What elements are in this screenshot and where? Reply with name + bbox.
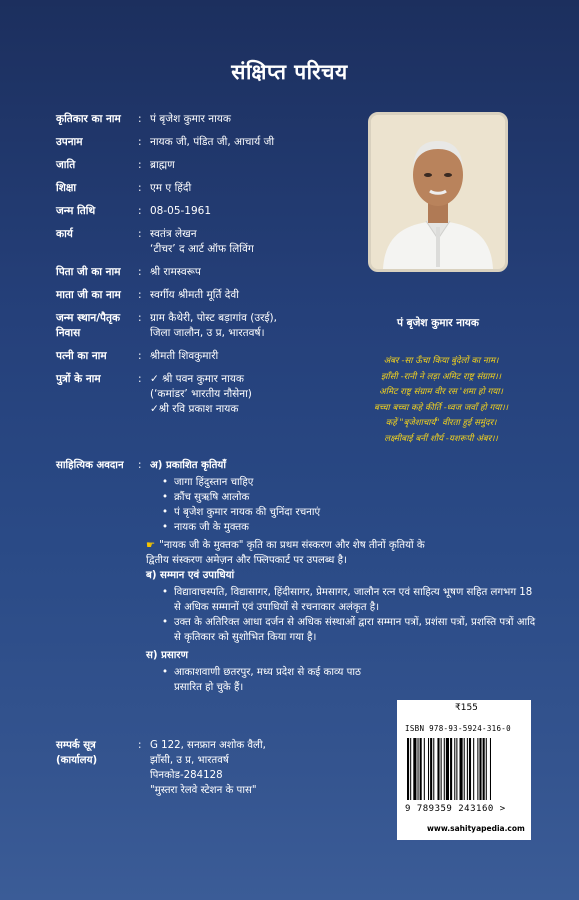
detail-value xyxy=(150,349,366,364)
website-label: www.sahityapedia.com xyxy=(427,824,525,833)
barcode-bar xyxy=(477,738,478,800)
literary-header xyxy=(56,458,536,473)
barcode-bar xyxy=(467,738,468,800)
barcode-bar xyxy=(444,738,445,800)
list-item: • नायक जी के मुक्तक xyxy=(162,520,536,535)
note-line: द्वितीय संस्करण अमेज़न और फ्लिपकार्ट पर उपलब्ध है। xyxy=(146,555,347,566)
photo-caption: पं बृजेश कुमार नायक xyxy=(397,317,479,329)
address-line: "मुस्तरा रेलवे स्टेशन के पास" xyxy=(150,785,257,796)
value-line: नायक जी, पंडित जी, आचार्य जी xyxy=(150,136,275,148)
contact-label: सम्पर्क सूत्र (कार्यालय) xyxy=(56,740,98,766)
poem xyxy=(346,354,536,447)
barcode-bar xyxy=(460,738,463,800)
value-line: ग्राम कैथेरी, पोस्ट बड़ागांव (उरई), xyxy=(150,312,277,324)
detail-label: माता जी का नाम xyxy=(56,289,121,301)
detail-label: पिता जी का नाम xyxy=(56,266,121,278)
value-line: श्री रामस्वरूप xyxy=(150,266,201,278)
detail-value xyxy=(150,181,366,196)
value-line: श्रीमती शिवकुमारी xyxy=(150,350,219,362)
section-heading-honours: ब) सम्मान एवं उपाधियां xyxy=(146,570,235,581)
detail-separator: : xyxy=(138,182,142,194)
barcode-bar xyxy=(490,738,491,800)
detail-separator: : xyxy=(138,289,142,301)
barcode-bar xyxy=(450,738,452,800)
detail-row xyxy=(56,112,366,127)
address-line: पिनकोड-284128 xyxy=(150,770,223,781)
value-line: ✓श्री रवि प्रकाश नायक xyxy=(150,403,239,415)
detail-row xyxy=(56,135,366,150)
detail-label: जन्म स्थान/पैतृक निवास xyxy=(56,312,121,339)
detail-separator: : xyxy=(138,228,142,240)
detail-separator: : xyxy=(138,159,142,171)
detail-label: कृतिकार का नाम xyxy=(56,113,121,125)
barcode-bar xyxy=(437,738,439,800)
value-line: स्वतंत्र लेखन xyxy=(150,228,197,240)
literary-label: साहित्यिक अवदान xyxy=(56,460,124,471)
isbn-label: ISBN 978-93-5924-316-0 xyxy=(405,724,511,733)
contact-address xyxy=(150,738,266,798)
value-line: एम ए हिंदी xyxy=(150,182,192,194)
detail-row xyxy=(56,372,366,417)
section-heading-broadcast: स) प्रसारण xyxy=(146,650,188,661)
detail-value xyxy=(150,158,366,173)
barcode-bar xyxy=(410,738,411,800)
detail-value xyxy=(150,372,366,417)
detail-row xyxy=(56,311,366,341)
barcode-bar xyxy=(430,738,432,800)
detail-value xyxy=(150,311,366,341)
detail-row xyxy=(56,288,366,303)
detail-separator: : xyxy=(138,312,142,324)
barcode-bar xyxy=(454,738,455,800)
list-item: • जागा हिंदुस्तान चाहिए xyxy=(162,475,536,490)
detail-value xyxy=(150,204,366,219)
detail-row xyxy=(56,349,366,364)
section-heading-published: अ) प्रकाशित कृतियाँ xyxy=(150,460,226,471)
published-works-list xyxy=(162,475,536,535)
detail-separator: : xyxy=(138,266,142,278)
literary-contribution xyxy=(56,458,536,695)
value-line: 08-05-1961 xyxy=(150,205,212,217)
author-portrait-image xyxy=(371,115,505,269)
barcode-bar xyxy=(418,738,419,800)
barcode-bar xyxy=(424,738,425,800)
value-line: स्वर्गीय श्रीमती मूर्ति देवी xyxy=(150,289,239,301)
note-line: "नायक जी के मुक्तक" कृति का प्रथम संस्करण और शेष तीनों कृतियों के xyxy=(159,540,425,551)
list-item: • आकाशवाणी छतरपुर, मध्य प्रदेश से कई काव्य पाठ प्रसारित हो चुके हैं। xyxy=(162,665,392,695)
barcode-bar xyxy=(456,738,457,800)
value-line: पं बृजेश कुमार नायक xyxy=(150,113,231,125)
barcode-bar xyxy=(486,738,487,800)
poem-line: लक्ष्मीबाई बनीं शौर्य -यशरूपी अंबर।। xyxy=(384,433,498,444)
detail-row xyxy=(56,204,366,219)
detail-value xyxy=(150,227,366,257)
barcode-bar xyxy=(446,738,449,800)
author-photo xyxy=(368,112,508,272)
barcode-bar xyxy=(483,738,485,800)
detail-label: उपनाम xyxy=(56,136,83,148)
isbn-barcode xyxy=(397,700,531,840)
poem-line: अमिट राष्ट्र संग्राम वीर रस 'शमा हो गया। xyxy=(379,387,503,397)
detail-row xyxy=(56,227,366,257)
barcode-bars xyxy=(407,738,521,800)
barcode-bar xyxy=(433,738,434,800)
detail-label: जन्म तिथि xyxy=(56,205,96,217)
details-list xyxy=(56,112,366,425)
price-label: ₹155 xyxy=(455,703,478,713)
broadcast-list xyxy=(162,665,392,695)
barcode-bar xyxy=(473,738,474,800)
detail-label: पुत्रों के नाम xyxy=(56,373,101,385)
detail-label: कार्य xyxy=(56,228,73,240)
detail-separator: : xyxy=(138,373,142,385)
value-line: (‘कमांडर’ भारतीय नौसेना) xyxy=(150,388,252,400)
poem-line: झाँसी -रानी ने लड़ा अमिट राष्ट्र संग्राम।। xyxy=(381,371,501,382)
detail-value xyxy=(150,288,366,303)
barcode-digits: 9 789359 243160 > xyxy=(405,804,506,814)
value-line: ✓ श्री पवन कुमार नायक xyxy=(150,373,244,385)
value-line: ‘टीचर’ द आर्ट ऑफ लिविंग xyxy=(150,243,254,255)
list-item: • क्रौंच सुऋषि आलोक xyxy=(162,490,536,505)
address-line: G 122, सनफ्रान अशोक वैली, xyxy=(150,740,266,751)
detail-row xyxy=(56,158,366,173)
barcode-bar xyxy=(469,738,471,800)
contact-separator: : xyxy=(138,740,142,751)
detail-label: शिक्षा xyxy=(56,182,77,194)
list-item: • पं बृजेश कुमार नायक की चुनिंदा रचनाएं xyxy=(162,505,536,520)
detail-value xyxy=(150,112,366,127)
honours-list xyxy=(162,585,536,645)
detail-label: जाति xyxy=(56,159,76,171)
list-item: • विद्यावाचस्पति, विद्यासागर, हिंदीसागर, प्रेमसागर, जालौन रत्न एवं साहित्य भूषण सहित लगभग 18 से अधिक सम्मानों एवं उपाधियों से रचनाकार अलंकृत है। xyxy=(162,585,536,615)
value-line: ब्राह्मण xyxy=(150,159,175,171)
poem-line: बच्चा बच्चा कहे कीर्ति -ध्वज जवाँ हो गया।। xyxy=(373,402,509,413)
detail-separator: : xyxy=(138,113,142,125)
barcode-bar xyxy=(413,738,416,800)
barcode-bar xyxy=(428,738,429,800)
detail-separator: : xyxy=(138,136,142,148)
literary-separator: : xyxy=(138,460,142,471)
barcode-bar xyxy=(464,738,465,800)
poem-line: कहें "बृजेशाचार्य" वीरता हुई समुंदर। xyxy=(385,418,497,428)
detail-value xyxy=(150,135,366,150)
address-line: झाँसी, उ प्र, भारतवर्ष xyxy=(150,755,229,766)
detail-separator: : xyxy=(138,350,142,362)
barcode-bar xyxy=(407,738,409,800)
list-item: • उक्त के अतिरिक्त आधा दर्जन से अधिक संस्थाओं द्वारा सम्मान पत्रों, प्रशंसा पत्रों, प्रशस्ति पत्रों आदि से कृतिकार को सुशोभित किया गया है। xyxy=(162,615,536,645)
barcode-bar xyxy=(420,738,422,800)
detail-row xyxy=(56,181,366,196)
value-line: जिला जालौन, उ प्र, भारतवर्ष। xyxy=(150,327,265,339)
detail-label: पत्नी का नाम xyxy=(56,350,107,362)
page-title: संक्षिप्त परिचय xyxy=(231,60,348,84)
barcode-bar xyxy=(479,738,481,800)
poem-line: अंबर -सा ऊँचा किया बुंदेलों का नाम। xyxy=(383,356,499,366)
pointing-hand-icon: ☛ xyxy=(146,540,156,551)
detail-separator: : xyxy=(138,205,142,217)
availability-note xyxy=(146,538,536,568)
contact-block xyxy=(56,738,266,798)
detail-row xyxy=(56,265,366,280)
detail-value xyxy=(150,265,366,280)
barcode-bar xyxy=(441,738,442,800)
